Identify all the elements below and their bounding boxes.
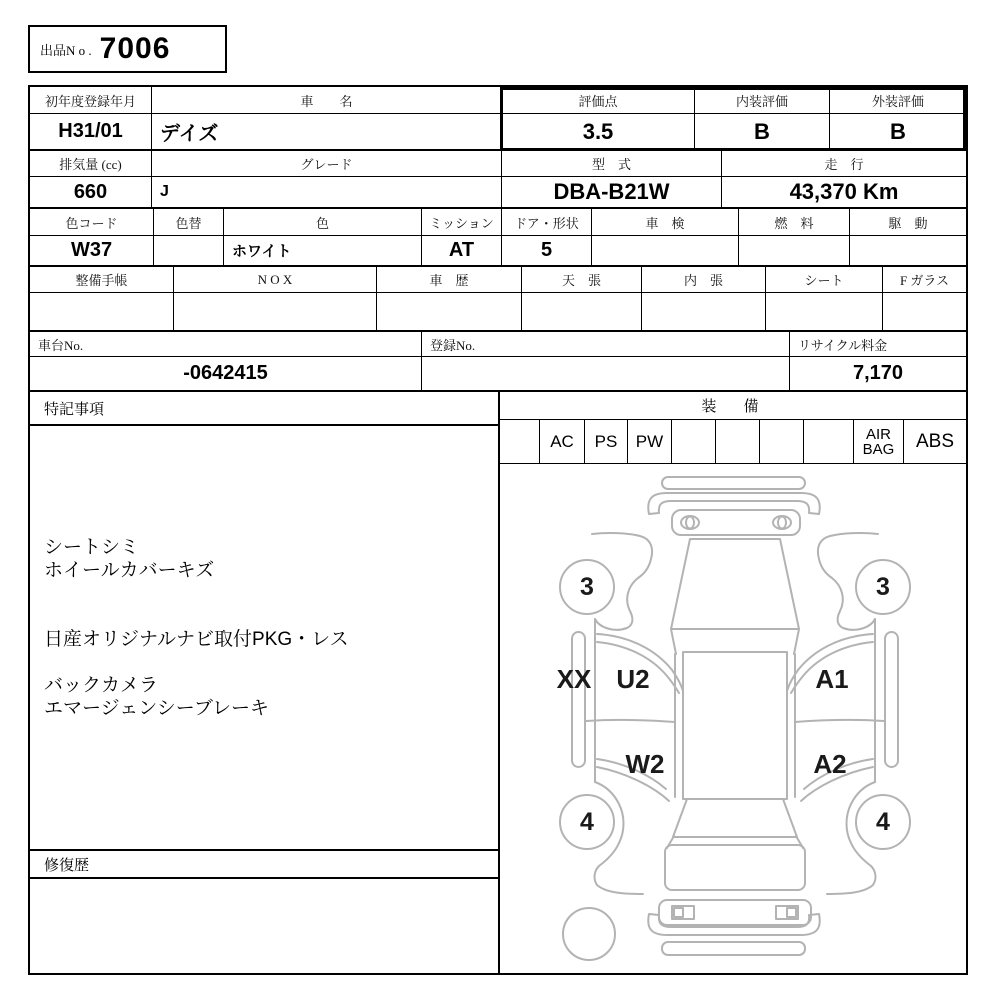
row-chassis [30, 332, 966, 392]
color-code-label: 色コード [30, 209, 154, 236]
note-line: 日産オリジナルナビ取付PKG・レス [44, 629, 349, 650]
front-grille [672, 510, 800, 535]
headliner-value [522, 293, 642, 332]
color-value: ホワイト [224, 236, 422, 267]
interior-grade-value: B [695, 114, 830, 151]
drive-value [850, 236, 966, 267]
trim-label: 内 張 [642, 267, 766, 293]
taillight-left-lens [674, 908, 683, 917]
mark-front-left-wheel: 3 [580, 573, 594, 601]
note-line: シートシミ [44, 537, 140, 558]
spare-tire [563, 908, 615, 960]
score-value: 3.5 [502, 114, 695, 151]
car-outline-svg [500, 464, 966, 973]
chassis-no-value: -0642415 [30, 357, 422, 392]
notes-title: 特記事項 [30, 392, 498, 426]
front-roof-bar [662, 477, 805, 489]
left-a-pillar [671, 629, 676, 654]
model-code-value: DBA-B21W [502, 177, 722, 209]
grade-label: グレード [152, 151, 502, 177]
doors-label: ドア・形状 [502, 209, 592, 236]
equipment-cell-abs: ABS [915, 431, 955, 452]
headliner-label: 天 張 [522, 267, 642, 293]
exterior-grade-label: 外装評価 [830, 87, 966, 114]
row-registration [30, 87, 966, 151]
color-label: 色 [224, 209, 422, 236]
mark-rear-left-door: W2 [625, 749, 665, 779]
inspection-value [592, 236, 739, 267]
rear-bumper [659, 900, 811, 925]
headlight-right-lens [778, 517, 786, 529]
taillight-right-lens [787, 908, 796, 917]
seat-label: シート [766, 267, 883, 293]
mark-rear-left-wheel: 4 [580, 808, 594, 836]
displacement-value: 660 [30, 177, 152, 209]
seat-value [766, 293, 883, 332]
equipment-title: 装 備 [500, 392, 966, 420]
transmission-value: AT [422, 236, 502, 267]
recycle-fee-label: リサイクル料金 [790, 332, 966, 357]
history-value [377, 293, 522, 332]
equipment-cell [760, 420, 804, 463]
roof-floor [683, 652, 787, 799]
recycle-fee-value: 7,170 [790, 357, 966, 392]
service-book-label: 整備手帳 [30, 267, 174, 293]
drive-label: 駆 動 [850, 209, 966, 236]
row-condition [30, 267, 966, 332]
chassis-no-label: 車台No. [30, 332, 422, 357]
car-name-label: 車 名 [152, 87, 502, 114]
front-left-fender [592, 533, 652, 630]
mileage-value: 43,370 Km [722, 177, 966, 209]
note-line [44, 582, 498, 605]
fuel-value [739, 236, 850, 267]
headlight-left-lens [686, 517, 694, 529]
reg-no-value [422, 357, 790, 392]
note-line: エマージェンシーブレーキ [44, 698, 270, 719]
service-book-value [30, 293, 174, 332]
nox-value [174, 293, 377, 332]
windshield [671, 539, 799, 629]
lot-number-label: 出品N o . [40, 42, 92, 58]
equipment-panel [500, 392, 966, 973]
note-line [44, 651, 498, 674]
equipment-cell-pw: PW [628, 420, 672, 463]
exterior-grade-value: B [830, 114, 966, 151]
score-label: 評価点 [502, 87, 695, 114]
doors-value: 5 [502, 236, 592, 267]
equipment-cell-ps: PS [585, 420, 628, 463]
bottom-panels [30, 392, 966, 973]
headlight-left [681, 516, 699, 529]
hatch [665, 845, 805, 890]
repair-history-value [30, 879, 498, 973]
mileage-label: 走 行 [722, 151, 966, 177]
note-line: バックカメラ [44, 675, 159, 696]
left-sill [572, 632, 585, 767]
equipment-cell [716, 420, 760, 463]
headlight-right [773, 516, 791, 529]
history-label: 車 歴 [377, 267, 522, 293]
row-model [30, 151, 966, 209]
grade-value: J [152, 177, 502, 209]
damage-diagram [500, 464, 966, 973]
first-reg-label: 初年度登録年月 [30, 87, 152, 114]
repair-history-title: 修復歴 [30, 849, 498, 879]
notes-panel [30, 392, 500, 973]
reg-no-label: 登録No. [422, 332, 790, 357]
mark-rear-right-door: A2 [813, 749, 847, 779]
lot-number-value: 7006 [99, 32, 171, 65]
inspection-label: 車 検 [592, 209, 739, 236]
interior-grade-label: 内装評価 [695, 87, 830, 114]
lot-number-box [28, 25, 227, 73]
color-code-value: W37 [30, 236, 154, 267]
mark-front-right-wheel: 3 [876, 573, 890, 601]
color-change-value [154, 236, 224, 267]
mark-front-left-door: U2 [616, 664, 650, 694]
equipment-cell [804, 420, 854, 463]
trim-value [642, 293, 766, 332]
auction-sheet [28, 85, 968, 975]
note-line [44, 605, 498, 628]
transmission-label: ミッション [422, 209, 502, 236]
equipment-cell [672, 420, 716, 463]
displacement-label: 排気量 (cc) [30, 151, 152, 177]
rear-bar [662, 942, 805, 955]
rear-window [673, 799, 797, 837]
f-glass-value [883, 293, 966, 332]
nox-label: N O X [174, 267, 377, 293]
f-glass-label: F ガラス [883, 267, 966, 293]
left-c-pillar [667, 836, 674, 848]
equipment-cell [500, 420, 540, 463]
car-name-value: デイズ [152, 114, 502, 151]
note-line: ホイールカバーキズ [44, 560, 215, 581]
notes-text [30, 426, 498, 849]
first-reg-value: H31/01 [30, 114, 152, 151]
row-color [30, 209, 966, 267]
mark-left-sill: XX [556, 664, 592, 694]
car-body-outline [560, 477, 910, 960]
mark-front-right-door: A1 [815, 664, 849, 694]
equipment-cell-airbag: AIR BAG [854, 420, 904, 463]
left-door-split [586, 720, 675, 722]
equipment-cell-ac: AC [540, 420, 585, 463]
color-change-label: 色替 [154, 209, 224, 236]
model-code-label: 型 式 [502, 151, 722, 177]
fuel-label: 燃 料 [739, 209, 850, 236]
mark-rear-right-wheel: 4 [876, 808, 890, 836]
equipment-row [500, 420, 966, 464]
